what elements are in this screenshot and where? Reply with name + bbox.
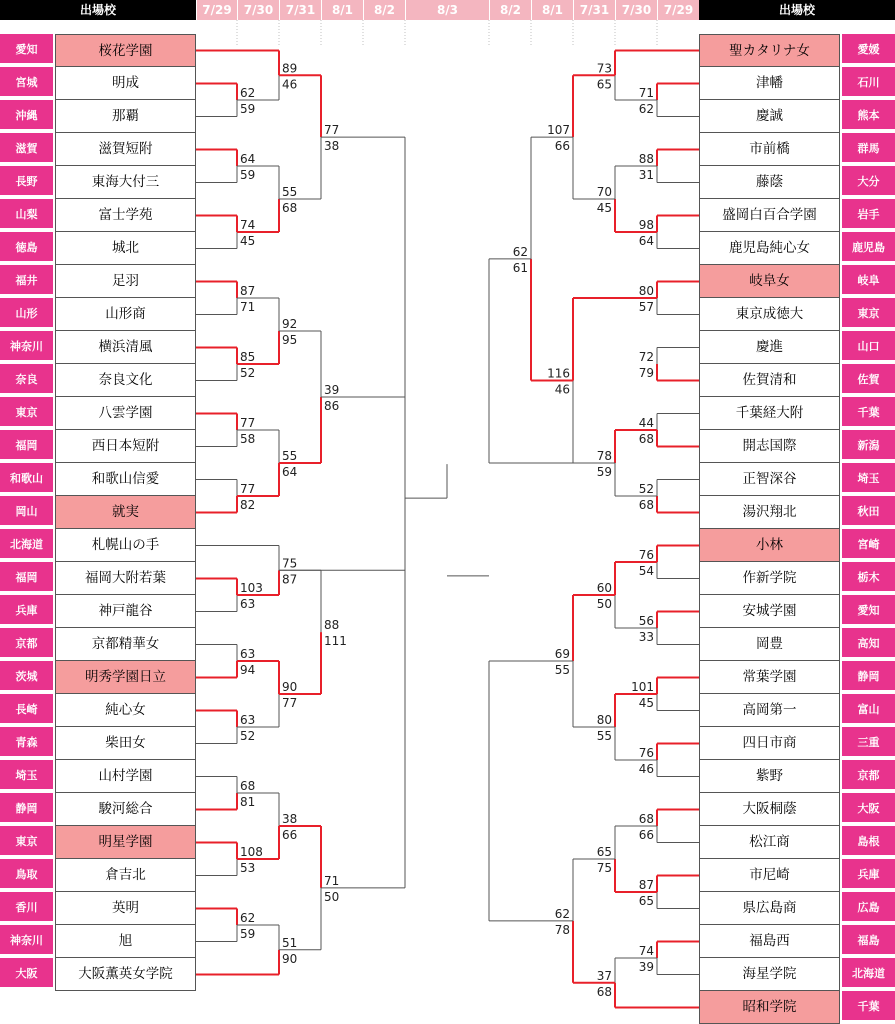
score-label: 61	[512, 260, 528, 275]
school-name[interactable]: 鹿児島純心女	[699, 232, 840, 265]
school-name[interactable]: 足羽	[55, 265, 196, 298]
score-label: 54	[638, 564, 654, 578]
score-label: 76	[638, 548, 654, 562]
round-date: 8/1	[531, 0, 573, 20]
prefecture-label: 兵庫	[842, 859, 895, 890]
school-name[interactable]: 安城学園	[699, 595, 840, 628]
score-label: 108	[240, 845, 263, 859]
score-label: 68	[282, 201, 298, 215]
prefecture-label: 熊本	[842, 100, 895, 131]
header-label-right: 出場校	[699, 0, 895, 20]
score-label: 51	[282, 935, 298, 950]
round-date: 7/29	[196, 0, 237, 20]
score-label: 77	[282, 696, 298, 710]
score-label: 101	[631, 680, 654, 694]
prefecture-label: 富山	[842, 694, 895, 725]
prefecture-label: 茨城	[0, 661, 53, 692]
school-name[interactable]: 滋賀短附	[55, 133, 196, 166]
prefecture-label: 兵庫	[0, 595, 53, 626]
score-label: 90	[282, 680, 298, 694]
score-label: 74	[638, 944, 654, 958]
prefecture-label: 奈良	[0, 364, 53, 395]
score-label: 55	[282, 449, 298, 463]
prefecture-label: 東京	[0, 826, 53, 857]
score-label: 88	[324, 618, 340, 633]
score-label: 68	[638, 498, 654, 512]
school-name[interactable]: 岐阜女	[699, 265, 840, 298]
school-name[interactable]: 西日本短附	[55, 430, 196, 463]
prefecture-label: 大阪	[842, 793, 895, 824]
score-label: 82	[240, 498, 256, 512]
prefecture-label: 大阪	[0, 958, 53, 989]
score-label: 38	[324, 139, 340, 154]
score-label: 76	[638, 746, 654, 760]
prefecture-label: 沖縄	[0, 100, 53, 131]
school-name[interactable]: 小林	[699, 529, 840, 562]
school-name[interactable]: 高岡第一	[699, 694, 840, 727]
prefecture-label: 京都	[842, 760, 895, 791]
score-label: 58	[240, 432, 256, 446]
school-name[interactable]: 四日市商	[699, 727, 840, 760]
prefecture-label: 滋賀	[0, 133, 53, 164]
prefecture-label: 山梨	[0, 199, 53, 230]
score-label: 64	[240, 152, 256, 166]
school-name[interactable]: 山村学園	[55, 760, 196, 793]
prefecture-label: 北海道	[842, 958, 895, 989]
score-label: 103	[240, 581, 263, 595]
score-label: 31	[638, 168, 654, 182]
score-label: 72	[638, 350, 654, 364]
score-label: 107	[547, 123, 570, 138]
school-name[interactable]: 湯沢翔北	[699, 496, 840, 529]
round-date: 8/2	[363, 0, 405, 20]
prefecture-label: 長崎	[0, 694, 53, 725]
prefecture-label: 島根	[842, 826, 895, 857]
score-label: 62	[512, 244, 528, 259]
score-label: 92	[282, 317, 298, 331]
school-name[interactable]: 東京成徳大	[699, 298, 840, 331]
score-label: 65	[596, 77, 612, 92]
prefecture-label: 山口	[842, 331, 895, 362]
prefecture-label: 静岡	[0, 793, 53, 824]
score-label: 98	[638, 218, 654, 232]
prefecture-label: 佐賀	[842, 364, 895, 395]
prefecture-label: 山形	[0, 298, 53, 329]
score-label: 55	[596, 729, 612, 743]
school-name[interactable]: 札幌山の手	[55, 529, 196, 562]
school-name[interactable]: 慶誠	[699, 100, 840, 133]
school-name[interactable]: 明成	[55, 67, 196, 100]
prefecture-label: 岡山	[0, 496, 53, 527]
score-label: 77	[240, 416, 256, 430]
score-label: 60	[596, 581, 612, 595]
score-label: 89	[282, 61, 298, 76]
prefecture-label: 香川	[0, 892, 53, 923]
score-label: 46	[282, 77, 298, 92]
prefecture-label: 福岡	[0, 562, 53, 593]
score-label: 69	[554, 647, 570, 661]
score-label: 70	[596, 185, 612, 199]
score-label: 74	[240, 218, 256, 232]
round-date: 8/1	[321, 0, 363, 20]
prefecture-label: 京都	[0, 628, 53, 659]
prefecture-label: 鳥取	[0, 859, 53, 890]
prefecture-label: 神奈川	[0, 925, 53, 956]
school-name[interactable]: 駿河総合	[55, 793, 196, 826]
round-date: 7/29	[657, 0, 699, 20]
prefecture-label: 宮城	[0, 67, 53, 98]
score-label: 45	[596, 201, 612, 215]
school-name[interactable]: 藤蔭	[699, 166, 840, 199]
prefecture-label: 東京	[842, 298, 895, 329]
prefecture-label: 北海道	[0, 529, 53, 560]
school-name[interactable]: 那覇	[55, 100, 196, 133]
prefecture-label: 福井	[0, 265, 53, 296]
prefecture-label: 秋田	[842, 496, 895, 527]
score-label: 39	[638, 960, 654, 974]
score-label: 87	[282, 572, 298, 587]
score-label: 78	[596, 449, 612, 463]
school-name[interactable]: 福島西	[699, 925, 840, 958]
prefecture-label: 静岡	[842, 661, 895, 692]
score-label: 71	[324, 873, 340, 888]
score-label: 33	[638, 630, 654, 644]
prefecture-label: 徳島	[0, 232, 53, 263]
school-name[interactable]: 明秀学園日立	[55, 661, 196, 694]
prefecture-label: 新潟	[842, 430, 895, 461]
school-name[interactable]: 岡豊	[699, 628, 840, 661]
prefecture-label: 愛媛	[842, 34, 895, 65]
school-name[interactable]: 佐賀清和	[699, 364, 840, 397]
prefecture-label: 埼玉	[0, 760, 53, 791]
score-label: 68	[240, 779, 256, 793]
score-label: 59	[240, 927, 256, 941]
school-name[interactable]: 津幡	[699, 67, 840, 100]
prefecture-label: 千葉	[842, 991, 895, 1022]
school-name[interactable]: 山形商	[55, 298, 196, 331]
score-label: 56	[638, 614, 654, 628]
header-label-left: 出場校	[0, 0, 196, 20]
prefecture-label: 神奈川	[0, 331, 53, 362]
score-label: 79	[638, 366, 654, 380]
school-name[interactable]: 和歌山信愛	[55, 463, 196, 496]
prefecture-label: 栃木	[842, 562, 895, 593]
score-label: 90	[282, 951, 298, 966]
score-label: 88	[638, 152, 654, 166]
prefecture-label: 高知	[842, 628, 895, 659]
prefecture-label: 大分	[842, 166, 895, 197]
score-label: 55	[554, 663, 570, 677]
school-name[interactable]: 海星学院	[699, 958, 840, 991]
prefecture-label: 岩手	[842, 199, 895, 230]
score-label: 116	[547, 366, 570, 381]
school-name[interactable]: 京都精華女	[55, 628, 196, 661]
score-label: 44	[638, 416, 654, 430]
prefecture-label: 広島	[842, 892, 895, 923]
score-label: 75	[282, 556, 298, 571]
score-label: 81	[240, 795, 256, 809]
prefecture-label: 東京	[0, 397, 53, 428]
score-label: 73	[596, 61, 612, 76]
prefecture-label: 千葉	[842, 397, 895, 428]
score-label: 78	[554, 922, 570, 937]
score-label: 66	[554, 139, 570, 154]
round-date: 7/31	[279, 0, 321, 20]
score-label: 66	[282, 828, 298, 842]
prefecture-label: 福島	[842, 925, 895, 956]
prefecture-label: 宮崎	[842, 529, 895, 560]
school-name[interactable]: 城北	[55, 232, 196, 265]
score-label: 65	[638, 894, 654, 908]
school-name[interactable]: 盛岡白百合学園	[699, 199, 840, 232]
school-name[interactable]: 純心女	[55, 694, 196, 727]
prefecture-label: 福岡	[0, 430, 53, 461]
prefecture-label: 長野	[0, 166, 53, 197]
prefecture-label: 鹿児島	[842, 232, 895, 263]
score-label: 55	[282, 185, 298, 199]
score-label: 95	[282, 333, 298, 347]
score-label: 62	[240, 911, 256, 925]
score-label: 39	[324, 383, 340, 397]
score-label: 71	[638, 86, 654, 100]
school-name[interactable]: 旭	[55, 925, 196, 958]
school-name[interactable]: 大阪薫英女学院	[55, 958, 196, 991]
score-label: 38	[282, 812, 298, 826]
school-name[interactable]: 大阪桐蔭	[699, 793, 840, 826]
score-label: 68	[638, 812, 654, 826]
score-label: 87	[240, 284, 256, 298]
school-name[interactable]: 市前橋	[699, 133, 840, 166]
school-name[interactable]: 福岡大附若葉	[55, 562, 196, 595]
school-name[interactable]: 正智深谷	[699, 463, 840, 496]
round-date: 8/2	[489, 0, 531, 20]
prefecture-label: 群馬	[842, 133, 895, 164]
round-date: 7/30	[237, 0, 279, 20]
prefecture-label: 石川	[842, 67, 895, 98]
score-label: 64	[282, 465, 298, 479]
school-name[interactable]: 聖カタリナ女	[699, 34, 840, 67]
school-name[interactable]: 市尼崎	[699, 859, 840, 892]
school-name[interactable]: 千葉経大附	[699, 397, 840, 430]
school-name[interactable]: 横浜清風	[55, 331, 196, 364]
score-label: 94	[240, 663, 256, 677]
score-label: 64	[638, 234, 654, 248]
score-label: 62	[638, 102, 654, 116]
score-label: 71	[240, 300, 256, 314]
school-name[interactable]: 奈良文化	[55, 364, 196, 397]
score-label: 59	[596, 465, 612, 479]
score-label: 77	[240, 482, 256, 496]
prefecture-label: 三重	[842, 727, 895, 758]
score-label: 80	[638, 284, 654, 298]
score-label: 62	[240, 86, 256, 100]
score-label: 50	[596, 597, 612, 611]
score-label: 45	[638, 696, 654, 710]
school-name[interactable]: 英明	[55, 892, 196, 925]
score-label: 87	[638, 878, 654, 892]
school-name[interactable]: 紫野	[699, 760, 840, 793]
score-label: 111	[324, 634, 347, 649]
score-label: 62	[554, 906, 570, 921]
score-label: 52	[240, 729, 256, 743]
score-label: 66	[638, 828, 654, 842]
school-name[interactable]: 就実	[55, 496, 196, 529]
score-label: 68	[596, 984, 612, 999]
score-label: 59	[240, 102, 256, 116]
school-name[interactable]: 八雲学園	[55, 397, 196, 430]
score-label: 59	[240, 168, 256, 182]
school-name[interactable]: 東海大付三	[55, 166, 196, 199]
prefecture-label: 愛知	[0, 34, 53, 65]
school-name[interactable]: 常葉学園	[699, 661, 840, 694]
score-label: 86	[324, 399, 340, 413]
prefecture-label: 愛知	[842, 595, 895, 626]
school-name[interactable]: 神戸龍谷	[55, 595, 196, 628]
score-label: 53	[240, 861, 256, 875]
score-label: 50	[324, 889, 340, 904]
score-label: 45	[240, 234, 256, 248]
score-label: 63	[240, 597, 256, 611]
prefecture-label: 青森	[0, 727, 53, 758]
round-date: 7/31	[573, 0, 615, 20]
score-label: 52	[240, 366, 256, 380]
school-name[interactable]: 開志国際	[699, 430, 840, 463]
prefecture-label: 和歌山	[0, 463, 53, 494]
school-name[interactable]: 倉吉北	[55, 859, 196, 892]
score-label: 63	[240, 647, 256, 661]
score-label: 63	[240, 713, 256, 727]
score-label: 68	[638, 432, 654, 446]
school-name[interactable]: 松江商	[699, 826, 840, 859]
school-name[interactable]: 明星学園	[55, 826, 196, 859]
score-label: 37	[596, 968, 612, 983]
prefecture-label: 岐阜	[842, 265, 895, 296]
score-label: 65	[596, 845, 612, 859]
score-label: 57	[638, 300, 654, 314]
score-label: 75	[596, 861, 612, 875]
school-name[interactable]: 富士学苑	[55, 199, 196, 232]
school-name[interactable]: 昭和学院	[699, 991, 840, 1024]
score-label: 80	[596, 713, 612, 727]
score-label: 77	[324, 123, 340, 138]
school-name[interactable]: 柴田女	[55, 727, 196, 760]
school-name[interactable]: 作新学院	[699, 562, 840, 595]
school-name[interactable]: 桜花学園	[55, 34, 196, 67]
school-name[interactable]: 慶進	[699, 331, 840, 364]
round-date: 8/3	[405, 0, 489, 20]
score-label: 85	[240, 350, 256, 364]
score-label: 46	[554, 382, 570, 397]
school-name[interactable]: 県広島商	[699, 892, 840, 925]
prefecture-label: 埼玉	[842, 463, 895, 494]
score-label: 46	[638, 762, 654, 776]
score-label: 52	[638, 482, 654, 496]
round-date: 7/30	[615, 0, 657, 20]
